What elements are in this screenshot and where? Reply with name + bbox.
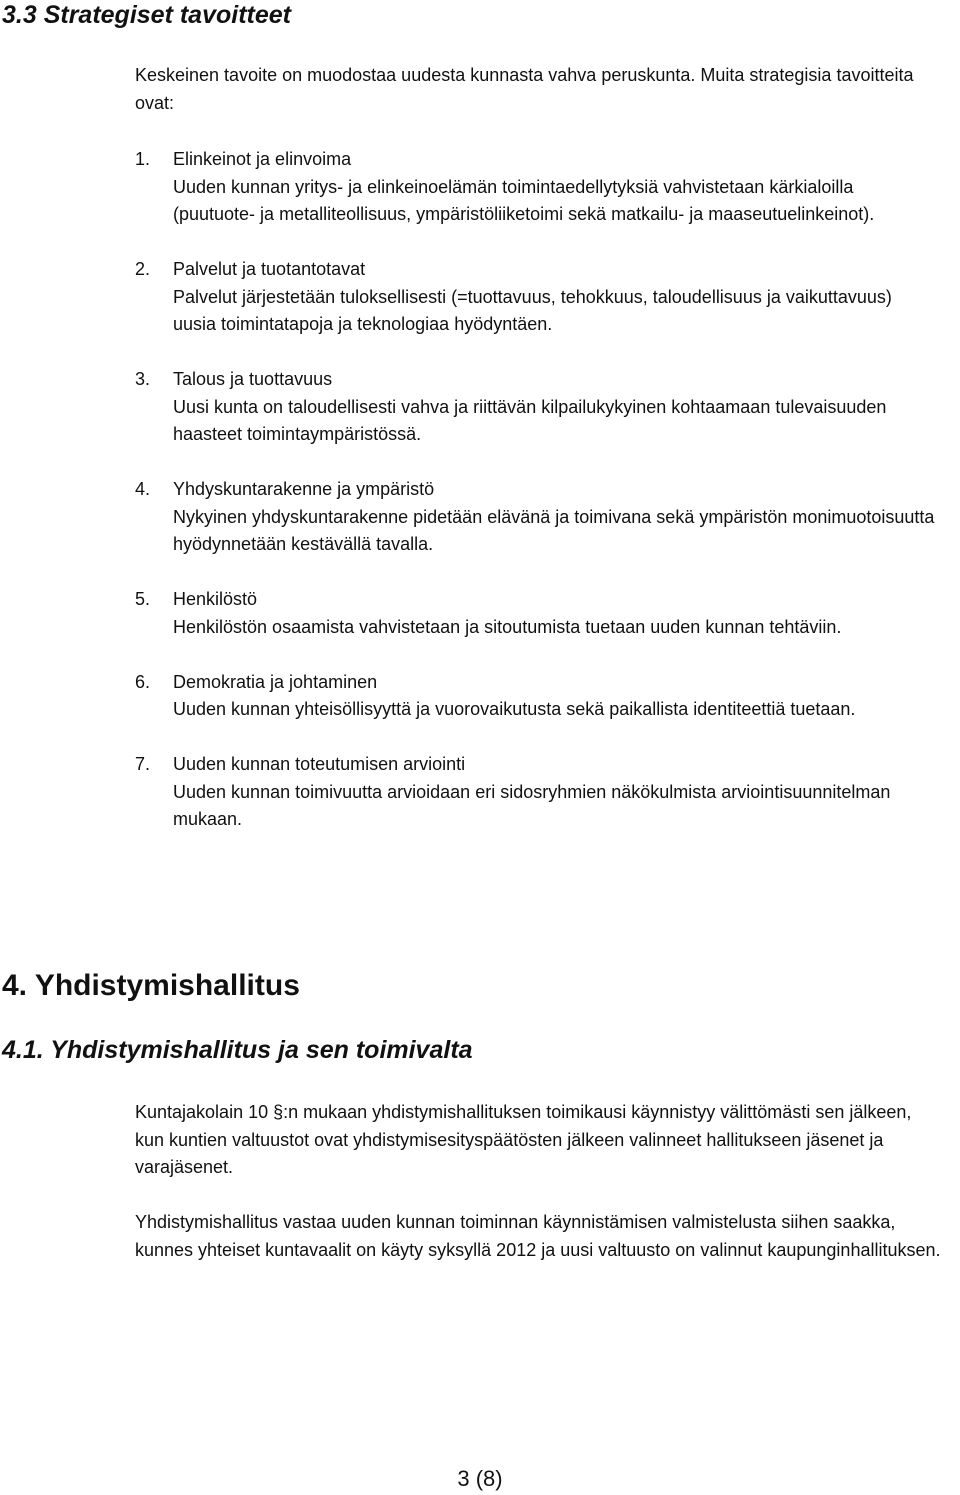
goal-item bbox=[135, 256, 935, 339]
goal-title: Henkilöstö bbox=[173, 589, 258, 609]
goal-description: Uusi kunta on taloudellisesti vahva ja riittävän kilpailukykyinen kohtaamaan tulevaisuuden haasteet toimintaympäristössä. bbox=[173, 396, 887, 444]
subsection-heading-merger-board-powers: 4.1. Yhdistymishallitus ja sen toimivalta bbox=[2, 1036, 473, 1064]
goal-number: 3. bbox=[135, 369, 151, 389]
goal-title: Uuden kunnan toteutumisen arviointi bbox=[173, 754, 466, 774]
goal-description: Uuden kunnan yritys- ja elinkeinoelämän toimintaedellytyksiä vahvistetaan kärkialoilla (puutuote- ja metalliteollisuus, ympäristöliiketoimi sekä matkailu- ja maaseutuelinkeinot). bbox=[173, 176, 875, 224]
goal-number: 4. bbox=[135, 479, 151, 499]
goal-item bbox=[135, 366, 935, 449]
goal-description: Uuden kunnan toimivuutta arvioidaan eri sidosryhmien näkökulmista arviointisuunnitelman mukaan. bbox=[173, 781, 891, 829]
goal-description: Palvelut järjestetään tuloksellisesti (=tuottavuus, tehokkuus, taloudellisuus ja vaikuttavuus) uusia toimintatapoja ja teknologiaa hyödyntäen. bbox=[173, 286, 892, 334]
goal-number: 5. bbox=[135, 589, 151, 609]
strategic-goals-list bbox=[135, 146, 935, 861]
goal-number: 1. bbox=[135, 149, 151, 169]
page-number: 3 (8) bbox=[457, 1466, 503, 1491]
goal-number: 6. bbox=[135, 671, 151, 692]
goal-item bbox=[135, 586, 935, 641]
goal-title: Elinkeinot ja elinvoima bbox=[173, 149, 352, 169]
goal-description: Nykyinen yhdyskuntarakenne pidetään elävänä ja toimivana sekä ympäristön monimuotoisuutta hyödynnetään kestävällä tavalla. bbox=[173, 506, 935, 554]
merger-paragraph: Kuntajakolain 10 §:n mukaan yhdistymishallituksen toimikausi käynnistyy välittömästi sen jälkeen, kun kuntien valtuustot ovat yhdistymisesityspäätösten jälkeen valinneet hallitukseen jäsenet ja varajäsenet. bbox=[135, 1102, 912, 1177]
goal-item bbox=[135, 751, 935, 834]
intro-paragraph: Keskeinen tavoite on muodostaa uudesta kunnasta vahva peruskunta. Muita strategisia tavoitteita ovat: bbox=[135, 65, 914, 113]
goal-number: 7. bbox=[135, 754, 151, 774]
goal-item bbox=[135, 476, 935, 559]
goal-item bbox=[135, 146, 935, 229]
goal-number: 2. bbox=[135, 259, 151, 279]
section-heading-strategic-goals: 3.3 Strategiset tavoitteet bbox=[2, 1, 291, 29]
goal-title: Talous ja tuottavuus bbox=[173, 369, 333, 389]
goal-title: Palvelut ja tuotantotavat bbox=[173, 259, 366, 279]
goal-title: Yhdyskuntarakenne ja ympäristö bbox=[173, 479, 435, 499]
goal-description: Uuden kunnan yhteisöllisyyttä ja vuorovaikutusta sekä paikallista identiteettiä tuetaan. bbox=[173, 699, 856, 719]
section-heading-merger-board: 4. Yhdistymishallitus bbox=[2, 969, 300, 1002]
merger-paragraph: Yhdistymishallitus vastaa uuden kunnan toiminnan käynnistämisen valmistelusta siihen saakka, kunnes yhteiset kuntavaalit on käyty syksyllä 2012 ja uusi valtuusto on valinnut kaupunginhallituksen. bbox=[135, 1212, 941, 1260]
goal-item bbox=[135, 669, 935, 724]
goal-title: Demokratia ja johtaminen bbox=[173, 671, 378, 692]
goal-description: Henkilöstön osaamista vahvistetaan ja sitoutumista tuetaan uuden kunnan tehtäviin. bbox=[173, 616, 842, 637]
